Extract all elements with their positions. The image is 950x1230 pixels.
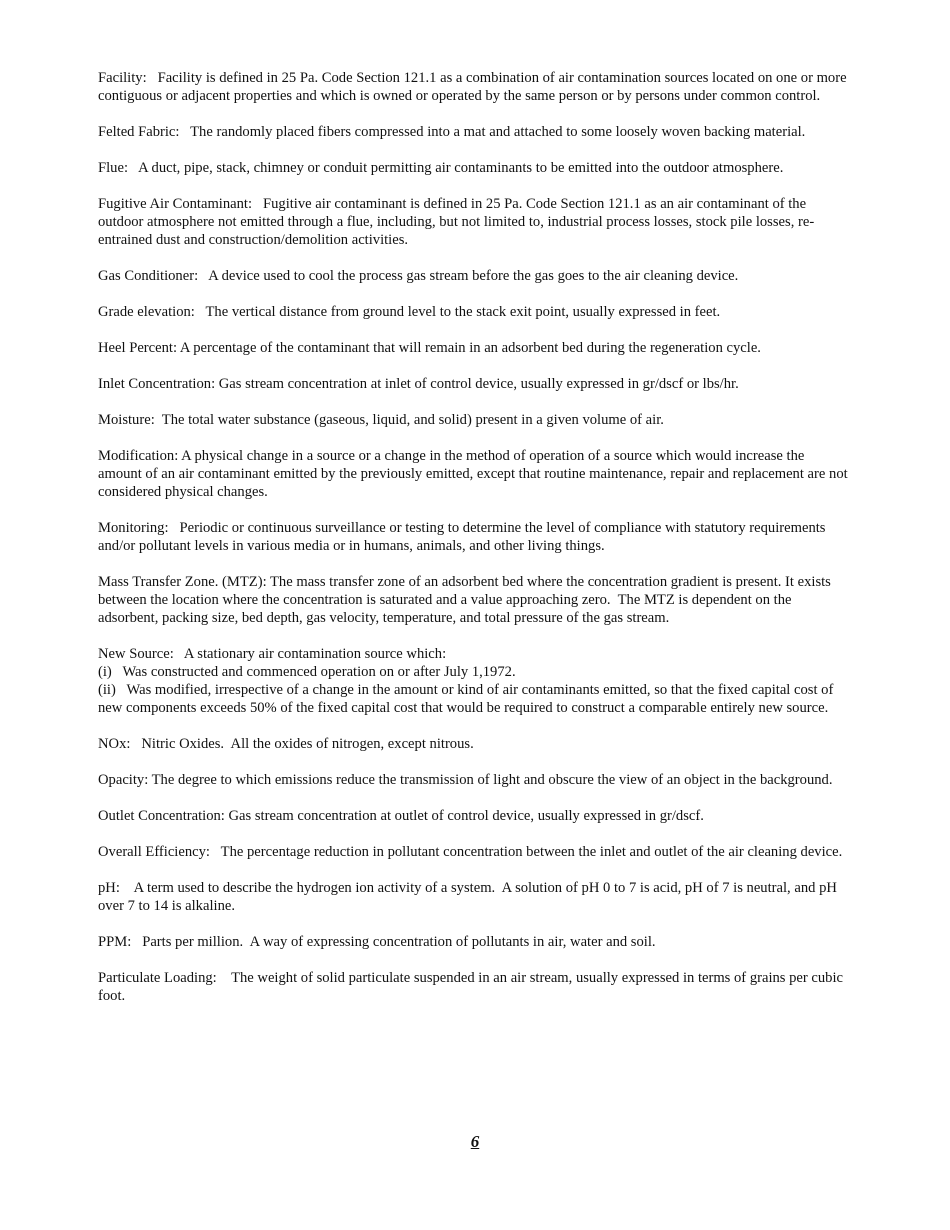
definition-moisture: Moisture: The total water substance (gaseous, liquid, and solid) present in a given volume of air. <box>98 412 664 428</box>
definition-felted-fabric: Felted Fabric: The randomly placed fibers compressed into a mat and attached to some loosely woven backing material. <box>98 124 806 140</box>
definition-outlet-concentration: Outlet Concentration: Gas stream concentration at outlet of control device, usually expressed in gr/dscf. <box>98 808 704 824</box>
definition-facility: Facility: Facility is defined in 25 Pa. Code Section 121.1 as a combination of air contamination sources located on one or more contiguous or adjacent properties and which is owned or operated by the same person or by persons under common control. <box>98 70 851 104</box>
definition-flue: Flue: A duct, pipe, stack, chimney or conduit permitting air contaminants to be emitted into the outdoor atmosphere. <box>98 160 784 176</box>
definition-gas-conditioner: Gas Conditioner: A device used to cool the process gas stream before the gas goes to the air cleaning device. <box>98 268 739 284</box>
definition-ppm: PPM: Parts per million. A way of expressing concentration of pollutants in air, water and soil. <box>98 934 656 950</box>
page-number: 6 <box>470 1132 480 1151</box>
new-source-item-ii: (ii) Was modified, irrespective of a change in the amount or kind of air contaminants emitted, so that the fixed capital cost of new components exceeds 50% of the fixed capital cost that would be required to construct a comparable entirely new source. <box>98 682 837 716</box>
glossary-page <box>98 69 850 1023</box>
definition-grade-elevation: Grade elevation: The vertical distance from ground level to the stack exit point, usually expressed in feet. <box>98 304 721 320</box>
definition-nox: NOx: Nitric Oxides. All the oxides of nitrogen, except nitrous. <box>98 736 474 752</box>
definition-inlet-concentration: Inlet Concentration: Gas stream concentration at inlet of control device, usually expressed in gr/dscf or lbs/hr. <box>98 376 739 392</box>
definition-ph: pH: A term used to describe the hydrogen ion activity of a system. A solution of pH 0 to 7 is acid, pH of 7 is neutral, and pH over 7 to 14 is alkaline. <box>98 880 841 914</box>
definition-modification: Modification: A physical change in a source or a change in the method of operation of a source which would increase the amount of an air contaminant emitted by the previously emitted, except that routine maintenance, repair and replacement are not considered physical changes. <box>98 448 852 500</box>
definition-new-source <box>98 645 850 717</box>
definition-particulate-loading: Particulate Loading: The weight of solid particulate suspended in an air stream, usually expressed in terms of grains per cubic foot. <box>98 970 847 1004</box>
definition-heel-percent: Heel Percent: A percentage of the contaminant that will remain in an adsorbent bed during the regeneration cycle. <box>98 340 761 356</box>
definition-opacity: Opacity: The degree to which emissions reduce the transmission of light and obscure the view of an object in the background. <box>98 772 833 788</box>
new-source-item-i: (i) Was constructed and commenced operation on or after July 1,1972. <box>98 664 516 680</box>
new-source-heading: New Source: A stationary air contamination source which: <box>98 646 447 662</box>
definition-mass-transfer-zone: Mass Transfer Zone. (MTZ): The mass transfer zone of an adsorbent bed where the concentration gradient is present. It exists between the location where the concentration is saturated and a value approaching zero. The MTZ is dependent on the adsorbent, packing size, bed depth, gas velocity, temperature, and total pressure of the gas stream. <box>98 574 835 626</box>
definition-fugitive-air-contaminant: Fugitive Air Contaminant: Fugitive air contaminant is defined in 25 Pa. Code Section 121.1 as an air contaminant of the outdoor atmosphere not emitted through a flue, including, but not limited to, industrial process losses, stock pile losses, re-entrained dust and construction/demolition activities. <box>98 196 815 248</box>
definition-monitoring: Monitoring: Periodic or continuous surveillance or testing to determine the level of compliance with statutory requirements and/or pollutant levels in various media or in humans, animals, and other living things. <box>98 520 830 554</box>
definition-overall-efficiency: Overall Efficiency: The percentage reduction in pollutant concentration between the inlet and outlet of the air cleaning device. <box>98 844 843 860</box>
